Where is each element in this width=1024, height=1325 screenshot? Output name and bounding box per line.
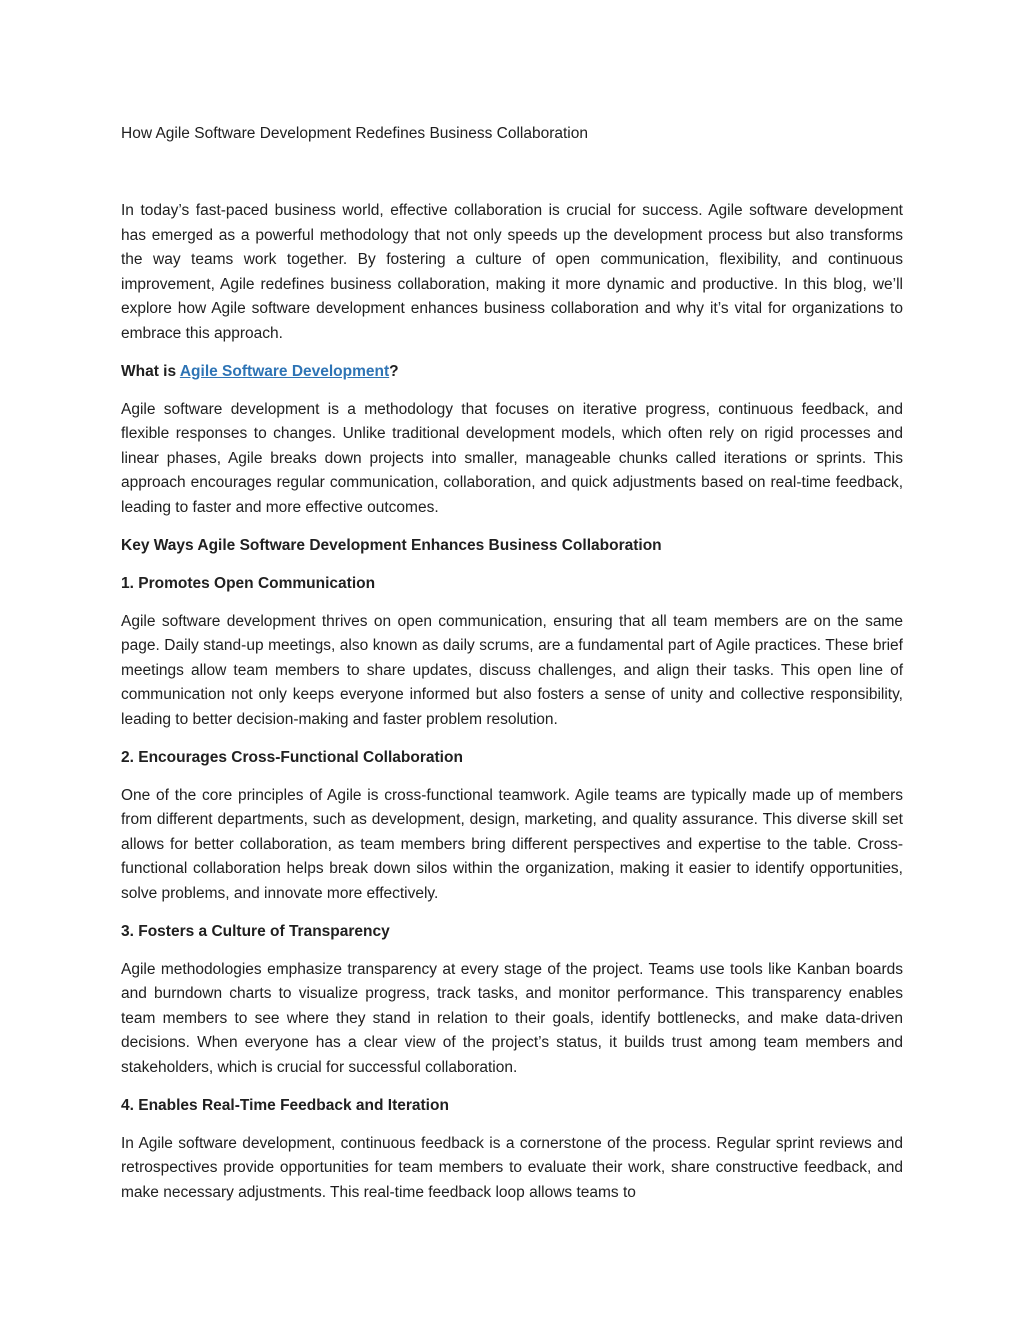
section-cross-functional-collaboration xyxy=(121,746,903,907)
what-is-heading-prefix: What is xyxy=(121,362,180,380)
section-heading: 3. Fosters a Culture of Transparency xyxy=(121,922,390,940)
what-is-paragraph: Agile software development is a methodology that focuses on iterative progress, continuous feedback, and flexible responses to changes. Unlike traditional development models, which often rely on rigid processes and linear phases, Agile breaks down projects into smaller, manageable chunks called iterations or sprints. This approach encourages regular communication, collaboration, and quick adjustments based on real-time feedback, leading to faster and more effective outcomes. xyxy=(121,400,903,516)
intro-paragraph: In today’s fast-paced business world, effective collaboration is crucial for success. Agile software development has emerged as a powerful methodology that not only speeds up the development process but also transforms the way teams work together. By fostering a culture of open communication, flexibility, and continuous improvement, Agile redefines business collaboration, making it more dynamic and productive. In this blog, we’ll explore how Agile software development enhances business collaboration and why it’s vital for organizations to embrace this approach. xyxy=(121,202,903,342)
section-paragraph: One of the core principles of Agile is cross-functional teamwork. Agile teams are typically made up of members from different departments, such as development, design, marketing, and quality assurance. This diverse skill set allows for better collaboration, as team members bring different perspectives and expertise to the table. Cross-functional collaboration helps break down silos within the organization, making it easier to identify opportunities, solve problems, and innovate more effectively. xyxy=(121,786,903,902)
section-heading: 1. Promotes Open Communication xyxy=(121,574,376,592)
section-paragraph: Agile methodologies emphasize transparency at every stage of the project. Teams use tools like Kanban boards and burndown charts to visualize progress, track tasks, and monitor performance. This transparency enables team members to see where they stand in relation to their goals, identify bottlenecks, and make data-driven decisions. When everyone has a clear view of the project’s status, it builds trust among team members and stakeholders, which is crucial for successful collaboration. xyxy=(121,960,903,1076)
section-promotes-open-communication xyxy=(121,572,903,733)
document-title: How Agile Software Development Redefines Business Collaboration xyxy=(121,125,588,142)
section-real-time-feedback xyxy=(121,1094,903,1206)
section-culture-of-transparency xyxy=(121,920,903,1081)
section-paragraph: In Agile software development, continuous feedback is a cornerstone of the process. Regular sprint reviews and retrospectives provide opportunities for team members to evaluate their work, share constructive feedback, and make necessary adjustments. This real-time feedback loop allows teams to xyxy=(121,1134,903,1201)
section-heading: 4. Enables Real-Time Feedback and Iteration xyxy=(121,1096,449,1114)
what-is-heading-suffix: ? xyxy=(389,362,399,380)
section-paragraph: Agile software development thrives on open communication, ensuring that all team members are on the same page. Daily stand-up meetings, also known as daily scrums, are a fundamental part of Agile practices. These brief meetings allow team members to share updates, discuss challenges, and align their tasks. This open line of communication not only keeps everyone informed but also fosters a sense of unity and collective responsibility, leading to better decision-making and faster problem resolution. xyxy=(121,612,903,728)
section-heading: 2. Encourages Cross-Functional Collaboration xyxy=(121,748,463,766)
what-is-heading xyxy=(121,360,903,385)
key-ways-heading: Key Ways Agile Software Development Enhances Business Collaboration xyxy=(121,536,662,554)
agile-software-development-link[interactable]: Agile Software Development xyxy=(179,362,390,380)
